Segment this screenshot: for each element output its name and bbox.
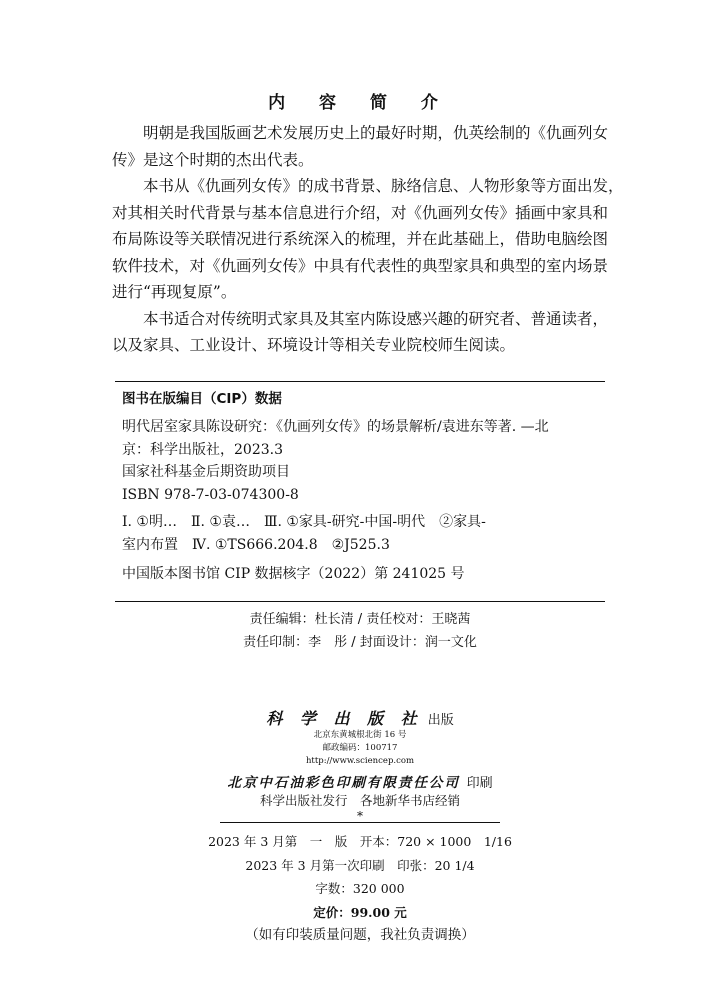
cip-heading: 图书在版编目（CIP）数据 (122, 391, 282, 407)
cip-title-line: 京：科学出版社，2023.3 (122, 441, 283, 458)
divider-bottom (115, 601, 605, 602)
text-line: 传》是这个时期的杰出代表。 (112, 150, 314, 169)
publisher-address: 北京东黄城根北街 16 号 (313, 730, 407, 740)
content-summary (112, 120, 624, 359)
text-line: 本书适合对传统明式家具及其室内陈设感兴趣的研究者、普通读者， (143, 309, 609, 328)
word-count: 字数：320 000 (315, 881, 405, 896)
cip-title-line: 明代居室家具陈设研究：《仇画列女传》的场景解析/袁进东等著. —北 (122, 419, 549, 435)
printing-line: 2023 年 3 月第一次印刷 印张：20 1/4 (245, 857, 475, 873)
page-title: 内 容 简 介 (268, 93, 452, 113)
publisher-suffix: 出版 (427, 713, 454, 728)
quality-notice: （如有印装质量问题，我社负责调换） (245, 927, 475, 943)
staff-production: 责任印制：李 彤 / 封面设计：润一文化 (243, 635, 477, 650)
publisher-line (0, 706, 720, 729)
text-line: 以及家具、工业设计、环境设计等相关专业院校师生阅读。 (112, 336, 516, 354)
publisher-name: 科 学 出 版 社 (266, 709, 423, 728)
cip-data-block (122, 386, 606, 586)
text-line: 进行“再现复原”。 (112, 283, 237, 301)
text-line: 明朝是我国版画艺术发展历史上的最好时期，仇英绘制的《仇画列女 (143, 124, 609, 142)
divider-edition (220, 822, 500, 823)
printer-suffix: 印刷 (466, 776, 493, 791)
text-line: 软件技术，对《仇画列女传》中具有代表性的典型家具和典型的室内场景 (112, 256, 609, 275)
cip-funding: 国家社科基金后期资助项目 (122, 464, 290, 480)
edition-info (0, 830, 720, 948)
staff-editors: 责任编辑：杜长清 / 责任校对：王晓茜 (249, 612, 471, 627)
editorial-staff (0, 608, 720, 654)
cip-isbn: ISBN 978-7-03-074300-8 (122, 486, 299, 503)
printer-name: 北京中石油彩色印刷有限责任公司 (227, 775, 460, 791)
summary-paragraph-1 (112, 120, 608, 173)
text-line: 布局陈设等关联情况进行系统深入的梳理，并在此基础上，借助电脑绘图 (112, 230, 609, 248)
divider-top (115, 381, 605, 382)
cip-record-number: 中国版本图书馆 CIP 数据核字（2022）第 241025 号 (122, 566, 465, 582)
publisher-block (0, 706, 720, 821)
cip-classification: Ⅰ. ①明… Ⅱ. ①袁… Ⅲ. ①家具-研究-中国-明代 ②家具- (122, 514, 486, 530)
text-line: 本书从《仇画列女传》的成书背景、脉络信息、人物形象等方面出发， (143, 177, 624, 195)
summary-paragraph-2 (112, 173, 624, 306)
edition-line: 2023 年 3 月第 一 版 开本：720 × 1000 1/16 (208, 834, 512, 849)
summary-paragraph-3 (112, 306, 608, 359)
price: 定价：99.00 元 (313, 904, 407, 920)
printer-line (0, 771, 720, 791)
text-line: 对其相关时代背景与基本信息进行介绍，对《仇画列女传》插画中家具和 (112, 203, 609, 222)
publisher-website: http://www.sciencep.com (305, 756, 415, 766)
distribution-line: 科学出版社发行 各地新华书店经销 (259, 793, 460, 808)
publisher-postcode: 邮政编码：100717 (322, 743, 398, 753)
separator-star: * (357, 809, 363, 823)
cip-classification: 室内布置 Ⅳ. ①TS666.204.8 ②J525.3 (122, 536, 390, 553)
